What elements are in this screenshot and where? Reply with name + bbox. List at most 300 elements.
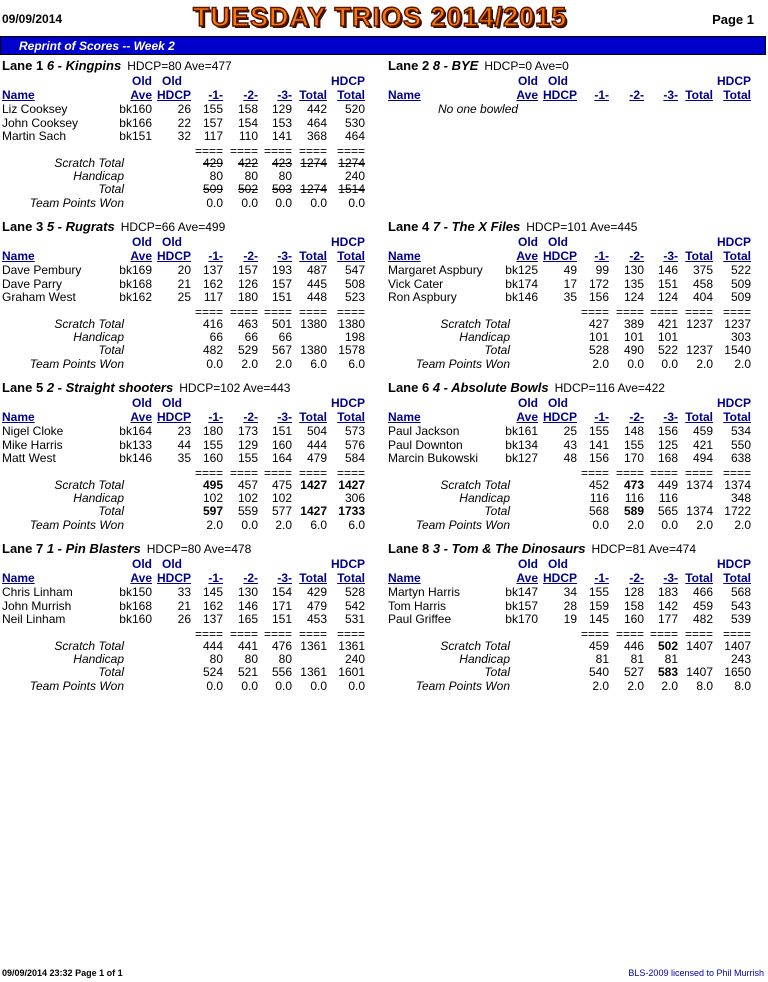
player-average: bk157	[505, 598, 538, 613]
separator-line: ====	[298, 627, 327, 641]
player-handicap: 48	[563, 451, 577, 465]
player-scratch-total: 368	[306, 129, 327, 143]
team-points-row-g2: 0.0	[241, 679, 258, 693]
player-game1: 155	[202, 102, 223, 116]
player-game2: 128	[623, 585, 644, 599]
player-game3: 160	[271, 437, 292, 452]
player-name: Dave Pembury	[2, 263, 82, 277]
player-name: Ron Aspbury	[388, 290, 457, 304]
player-game1: 155	[588, 585, 609, 599]
col-header-game1: -1-	[208, 410, 223, 424]
total-row-g2: 559	[237, 504, 258, 518]
player-game3: 141	[271, 129, 292, 143]
lane-number: Lane 6	[388, 380, 430, 395]
page-number: Page 1	[712, 12, 754, 27]
player-game3: 124	[657, 290, 678, 304]
player-game1: 137	[202, 263, 223, 277]
player-name: Margaret Aspbury	[388, 263, 483, 277]
team-points-row-htotal: 2.0	[734, 518, 751, 532]
col-header-total: Total	[685, 571, 713, 585]
player-game3: 171	[271, 598, 292, 613]
player-game3: 151	[271, 612, 292, 626]
scratch-total-total: 1407	[686, 639, 713, 653]
player-handicap: 26	[177, 612, 191, 626]
player-average: bk146	[119, 451, 152, 465]
player-game1: 159	[588, 598, 609, 613]
col-header-hdcp-total: Total	[723, 410, 751, 424]
scratch-total-g2: 463	[237, 317, 258, 331]
col-header-game1: -1-	[208, 249, 223, 263]
col-header-old: Old	[132, 74, 152, 88]
player-average: bk147	[505, 585, 538, 599]
col-header-hdcp-total: Total	[723, 88, 751, 102]
team-points-row-htotal: 8.0	[734, 679, 751, 693]
player-handicap: 28	[563, 598, 577, 613]
player-handicap-total: 509	[730, 276, 751, 291]
player-handicap-total: 568	[730, 585, 751, 599]
player-game2: 155	[623, 437, 644, 452]
player-average: bk150	[119, 585, 152, 599]
player-game1: 172	[588, 276, 609, 291]
handicap-row-g1: 101	[588, 330, 609, 344]
player-handicap: 25	[563, 424, 577, 438]
player-scratch-total: 429	[306, 585, 327, 599]
player-game3: 129	[271, 102, 292, 116]
handicap-row-htotal: 240	[344, 169, 365, 183]
col-header-old: Old	[132, 557, 152, 571]
player-handicap: 19	[563, 612, 577, 626]
col-header-game1: -1-	[594, 571, 609, 585]
team-name: 3 - Tom & The Dinosaurs	[432, 541, 586, 556]
player-handicap: 22	[177, 115, 191, 130]
player-game1: 160	[202, 451, 223, 465]
player-scratch-total: 479	[306, 598, 327, 613]
player-game1: 156	[588, 451, 609, 465]
player-handicap: 35	[563, 290, 577, 304]
team-stats: HDCP=80 Ave=478	[146, 542, 252, 556]
team-points-row-g2: 0.0	[241, 518, 258, 532]
col-header-hdcp: HDCP	[542, 249, 577, 263]
player-handicap: 21	[177, 276, 191, 291]
col-header-hdcp-total: Total	[337, 410, 365, 424]
player-name: Liz Cooksey	[2, 102, 68, 116]
separator-line: ====	[194, 144, 223, 158]
scratch-total-htotal: 1427	[338, 478, 365, 492]
col-header-game3: -3-	[663, 571, 678, 585]
lane-number: Lane 4	[388, 219, 430, 234]
total-row-g2: 490	[623, 343, 644, 357]
team-points-row-total: 0.0	[310, 679, 327, 693]
team-name: 2 - Straight shooters	[46, 380, 174, 395]
separator-line: ====	[263, 466, 292, 480]
team-points-row-g2: 2.0	[241, 357, 258, 371]
separator-line: ====	[229, 144, 258, 158]
player-handicap-total: 523	[344, 290, 365, 304]
col-header-hdcp: HDCP	[330, 235, 365, 249]
col-header-total: Total	[685, 88, 713, 102]
player-average: bk164	[119, 424, 152, 438]
handicap-row-htotal: 240	[344, 652, 365, 666]
total-row-total: 1380	[300, 343, 327, 357]
player-handicap-total: 543	[730, 598, 751, 613]
scratch-total-g1: 495	[202, 478, 223, 492]
separator-line: ====	[229, 466, 258, 480]
total-row-g2: 589	[623, 504, 644, 518]
team-points-row-label: Team Points Won	[415, 679, 510, 693]
scratch-total-g1: 416	[202, 317, 223, 331]
lane-block	[388, 58, 768, 218]
player-game3: 153	[271, 115, 292, 130]
player-handicap-total: 638	[730, 451, 751, 465]
team-points-row-htotal: 6.0	[348, 357, 365, 371]
total-row-label: Total	[98, 343, 124, 357]
handicap-row-label: Handicap	[73, 652, 124, 666]
team-points-row-label: Team Points Won	[29, 357, 124, 371]
total-row-g3: 577	[271, 504, 292, 518]
team-points-row-label: Team Points Won	[29, 196, 124, 210]
player-handicap-total: 530	[344, 115, 365, 130]
player-game3: 125	[657, 437, 678, 452]
player-average: bk168	[119, 276, 152, 291]
separator-line: ====	[580, 305, 609, 319]
player-handicap: 23	[177, 424, 191, 438]
col-header-hdcp: HDCP	[330, 396, 365, 410]
handicap-row-total	[293, 491, 327, 505]
col-header-total: Total	[685, 249, 713, 263]
player-handicap-total: 547	[344, 263, 365, 277]
team-stats: HDCP=0 Ave=0	[484, 59, 569, 73]
col-header-ave: Ave	[130, 249, 152, 263]
scratch-total-total: 1274	[300, 156, 327, 170]
total-row-g3: 565	[657, 504, 678, 518]
player-game2: 154	[237, 115, 258, 130]
player-scratch-total: 494	[692, 451, 713, 465]
player-game2: 124	[623, 290, 644, 304]
scratch-total-label: Scratch Total	[54, 317, 124, 331]
col-header-hdcp: HDCP	[156, 249, 191, 263]
col-header-total: Total	[299, 249, 327, 263]
scratch-total-htotal: 1374	[724, 478, 751, 492]
handicap-row-total	[293, 330, 327, 344]
separator-line: ====	[263, 627, 292, 641]
lane-header	[2, 380, 290, 395]
player-scratch-total: 464	[306, 115, 327, 130]
team-stats: HDCP=116 Ave=422	[554, 381, 665, 395]
player-handicap-total: 509	[730, 290, 751, 304]
scratch-total-label: Scratch Total	[440, 639, 510, 653]
player-average: bk162	[119, 290, 152, 304]
team-points-row-g1: 0.0	[206, 196, 223, 210]
col-header-hdcp: HDCP	[716, 557, 751, 571]
player-scratch-total: 442	[306, 102, 327, 116]
scratch-total-htotal: 1407	[724, 639, 751, 653]
handicap-row-label: Handicap	[73, 491, 124, 505]
team-name: 6 - Kingpins	[46, 58, 122, 73]
total-row-total: 1274	[300, 182, 327, 196]
total-row-g3: 503	[271, 182, 292, 196]
lane-header	[388, 541, 696, 556]
scratch-total-htotal: 1361	[338, 639, 365, 653]
handicap-row-total	[679, 330, 713, 344]
col-header-old: Old	[518, 396, 538, 410]
total-row-g2: 527	[623, 665, 644, 679]
col-header-name: Name	[388, 249, 421, 263]
handicap-row-g3: 81	[664, 652, 678, 666]
scratch-total-g3: 475	[271, 478, 292, 492]
team-stats: HDCP=102 Ave=443	[179, 381, 291, 395]
scratch-total-g2: 389	[623, 317, 644, 331]
player-game1: 145	[202, 585, 223, 599]
handicap-row-label: Handicap	[459, 652, 510, 666]
player-handicap-total: 542	[344, 598, 365, 613]
col-header-game2: -2-	[629, 410, 644, 424]
team-points-row-htotal: 0.0	[348, 679, 365, 693]
total-row-htotal: 1650	[724, 665, 751, 679]
total-row-total: 1374	[686, 504, 713, 518]
player-average: bk169	[119, 263, 152, 277]
player-scratch-total: 421	[692, 437, 713, 452]
player-name: Chris Linham	[2, 585, 73, 599]
player-scratch-total: 448	[306, 290, 327, 304]
player-game2: 110	[238, 129, 258, 143]
lane-block	[2, 541, 384, 701]
col-header-hdcp: HDCP	[156, 410, 191, 424]
lane-header	[388, 219, 637, 234]
separator-line: ====	[684, 466, 713, 480]
col-header-ave: Ave	[130, 88, 152, 102]
col-header-hdcp-total: Total	[723, 249, 751, 263]
separator-line: ====	[298, 466, 327, 480]
player-average: bk160	[119, 612, 152, 626]
player-name: Nigel Cloke	[2, 424, 64, 438]
player-handicap-total: 508	[344, 276, 365, 291]
player-game2: 135	[623, 276, 644, 291]
total-row-htotal: 1540	[724, 343, 751, 357]
handicap-row-htotal: 348	[730, 491, 751, 505]
separator-line: ====	[336, 305, 365, 319]
team-points-row-g1: 2.0	[592, 679, 609, 693]
team-points-row-g1: 0.0	[592, 518, 609, 532]
scratch-total-g2: 446	[623, 639, 644, 653]
player-game3: 151	[271, 424, 292, 438]
player-game3: 142	[657, 598, 678, 613]
col-header-ave: Ave	[516, 249, 538, 263]
player-average: bk134	[505, 437, 538, 452]
handicap-row-label: Handicap	[459, 330, 510, 344]
player-game3: 156	[657, 424, 678, 438]
scratch-total-htotal: 1237	[724, 317, 751, 331]
col-header-game1: -1-	[208, 571, 223, 585]
player-handicap-total: 534	[730, 424, 751, 438]
subtitle-text: Reprint of Scores -- Week 2	[19, 39, 175, 53]
total-row-total: 1407	[686, 665, 713, 679]
handicap-row-g3: 80	[278, 652, 292, 666]
total-row-label: Total	[98, 182, 124, 196]
col-header-hdcp: HDCP	[156, 571, 191, 585]
col-header-name: Name	[388, 88, 421, 102]
team-points-row-total: 6.0	[310, 357, 327, 371]
separator-line: ====	[722, 305, 751, 319]
player-game2: 129	[237, 437, 258, 452]
col-header-hdcp: HDCP	[716, 396, 751, 410]
player-handicap: 35	[177, 451, 191, 465]
player-handicap-total: 573	[344, 424, 365, 438]
total-row-g3: 583	[657, 665, 678, 679]
handicap-row-g3: 102	[271, 491, 292, 505]
col-header-hdcp-total: Total	[337, 249, 365, 263]
col-header-game2: -2-	[243, 410, 258, 424]
scratch-total-g1: 452	[588, 478, 609, 492]
col-header-game1: -1-	[594, 249, 609, 263]
scratch-total-label: Scratch Total	[440, 478, 510, 492]
team-stats: HDCP=101 Ave=445	[526, 220, 638, 234]
col-header-old: Old	[162, 557, 182, 571]
player-name: Matt West	[2, 451, 56, 465]
scratch-total-total: 1374	[686, 478, 713, 492]
footer-timestamp: 09/09/2014 23:32 Page 1 of 1	[2, 968, 123, 978]
handicap-row-g2: 80	[244, 652, 258, 666]
total-row-g1: 597	[202, 504, 223, 518]
separator-line: ====	[194, 627, 223, 641]
separator-line: ====	[263, 305, 292, 319]
handicap-row-g3: 116	[658, 491, 678, 505]
scratch-total-g3: 421	[657, 317, 678, 331]
col-header-game2: -2-	[243, 88, 258, 102]
separator-line: ====	[649, 627, 678, 641]
player-name: Paul Griffee	[388, 612, 452, 626]
total-row-g3: 567	[271, 343, 292, 357]
lane-number: Lane 1	[2, 58, 44, 73]
footer-license: BLS-2009 licensed to Phil Murrish	[628, 968, 764, 978]
separator-line: ====	[298, 305, 327, 319]
player-game2: 170	[623, 451, 644, 465]
team-points-row-label: Team Points Won	[29, 518, 124, 532]
player-name: Vick Cater	[388, 276, 444, 291]
player-game1: 145	[588, 612, 609, 626]
player-average: bk127	[505, 451, 538, 465]
col-header-hdcp: HDCP	[330, 557, 365, 571]
team-points-row-g1: 2.0	[592, 357, 609, 371]
scratch-total-htotal: 1274	[338, 156, 365, 170]
team-stats: HDCP=66 Ave=499	[120, 220, 226, 234]
col-header-hdcp: HDCP	[716, 235, 751, 249]
player-handicap-total: 522	[730, 263, 751, 277]
handicap-row-g2: 66	[244, 330, 258, 344]
player-scratch-total: 459	[692, 598, 713, 613]
team-points-row-g2: 0.0	[627, 357, 644, 371]
player-scratch-total: 453	[306, 612, 327, 626]
total-row-total: 1237	[686, 343, 713, 357]
player-handicap-total: 550	[730, 437, 751, 452]
lane-block	[2, 58, 384, 218]
col-header-game3: -3-	[277, 571, 292, 585]
player-handicap: 33	[177, 585, 191, 599]
handicap-row-g2: 101	[623, 330, 644, 344]
scratch-total-g3: 449	[657, 478, 678, 492]
col-header-ave: Ave	[516, 88, 538, 102]
lane-number: Lane 7	[2, 541, 44, 556]
player-scratch-total: 459	[692, 424, 713, 438]
handicap-row-total	[679, 652, 713, 666]
team-points-row-g3: 0.0	[275, 679, 292, 693]
player-game2: 157	[237, 263, 258, 277]
handicap-row-g1: 116	[589, 491, 609, 505]
player-handicap: 34	[563, 585, 577, 599]
report-date: 09/09/2014	[2, 12, 63, 26]
lane-number: Lane 3	[2, 219, 44, 234]
player-average: bk151	[119, 129, 152, 143]
handicap-row-g3: 66	[278, 330, 292, 344]
player-average: bk146	[505, 290, 538, 304]
handicap-row-g3: 101	[657, 330, 678, 344]
player-scratch-total: 479	[306, 451, 327, 465]
col-header-old: Old	[548, 557, 568, 571]
separator-line: ====	[722, 466, 751, 480]
scratch-total-g2: 473	[623, 478, 644, 492]
handicap-row-g1: 81	[595, 652, 609, 666]
scratch-total-g2: 457	[237, 478, 258, 492]
col-header-total: Total	[299, 88, 327, 102]
separator-line: ====	[336, 144, 365, 158]
player-game3: 146	[657, 263, 678, 277]
col-header-game3: -3-	[663, 410, 678, 424]
col-header-game2: -2-	[629, 88, 644, 102]
player-scratch-total: 482	[692, 612, 713, 626]
player-scratch-total: 466	[692, 585, 713, 599]
player-name: Paul Jackson	[388, 424, 460, 438]
team-points-row-total: 6.0	[310, 518, 327, 532]
col-header-hdcp-total: Total	[337, 571, 365, 585]
handicap-row-htotal: 303	[730, 330, 751, 344]
col-header-name: Name	[2, 410, 35, 424]
player-scratch-total: 504	[306, 424, 327, 438]
lane-block	[2, 380, 384, 540]
player-handicap: 49	[563, 263, 577, 277]
player-game1: 155	[588, 424, 609, 438]
player-game1: 137	[202, 612, 223, 626]
total-row-htotal: 1514	[338, 182, 365, 196]
col-header-hdcp-total: Total	[723, 571, 751, 585]
col-header-game2: -2-	[243, 571, 258, 585]
handicap-row-g2: 81	[630, 652, 644, 666]
player-name: Marcin Bukowski	[388, 451, 479, 465]
team-points-row-htotal: 2.0	[734, 357, 751, 371]
scratch-total-total: 1361	[300, 639, 327, 653]
player-game2: 158	[237, 102, 258, 116]
team-points-row-g2: 0.0	[241, 196, 258, 210]
total-row-g1: 482	[202, 343, 223, 357]
total-row-g1: 528	[588, 343, 609, 357]
scratch-total-g2: 441	[237, 639, 258, 653]
col-header-old: Old	[162, 396, 182, 410]
col-header-game2: -2-	[629, 249, 644, 263]
scratch-total-g1: 444	[202, 639, 223, 653]
col-header-ave: Ave	[516, 571, 538, 585]
total-row-total: 1427	[300, 504, 327, 518]
col-header-old: Old	[548, 396, 568, 410]
lane-header	[388, 380, 665, 395]
player-average: bk166	[119, 115, 152, 130]
separator-line: ====	[615, 627, 644, 641]
col-header-game2: -2-	[629, 571, 644, 585]
lane-number: Lane 8	[388, 541, 430, 556]
handicap-row-g2: 80	[244, 169, 258, 183]
handicap-row-g1: 66	[209, 330, 223, 344]
col-header-old: Old	[162, 235, 182, 249]
player-game3: 157	[271, 276, 292, 291]
player-game2: 148	[623, 424, 644, 438]
total-row-total: 1361	[300, 665, 327, 679]
